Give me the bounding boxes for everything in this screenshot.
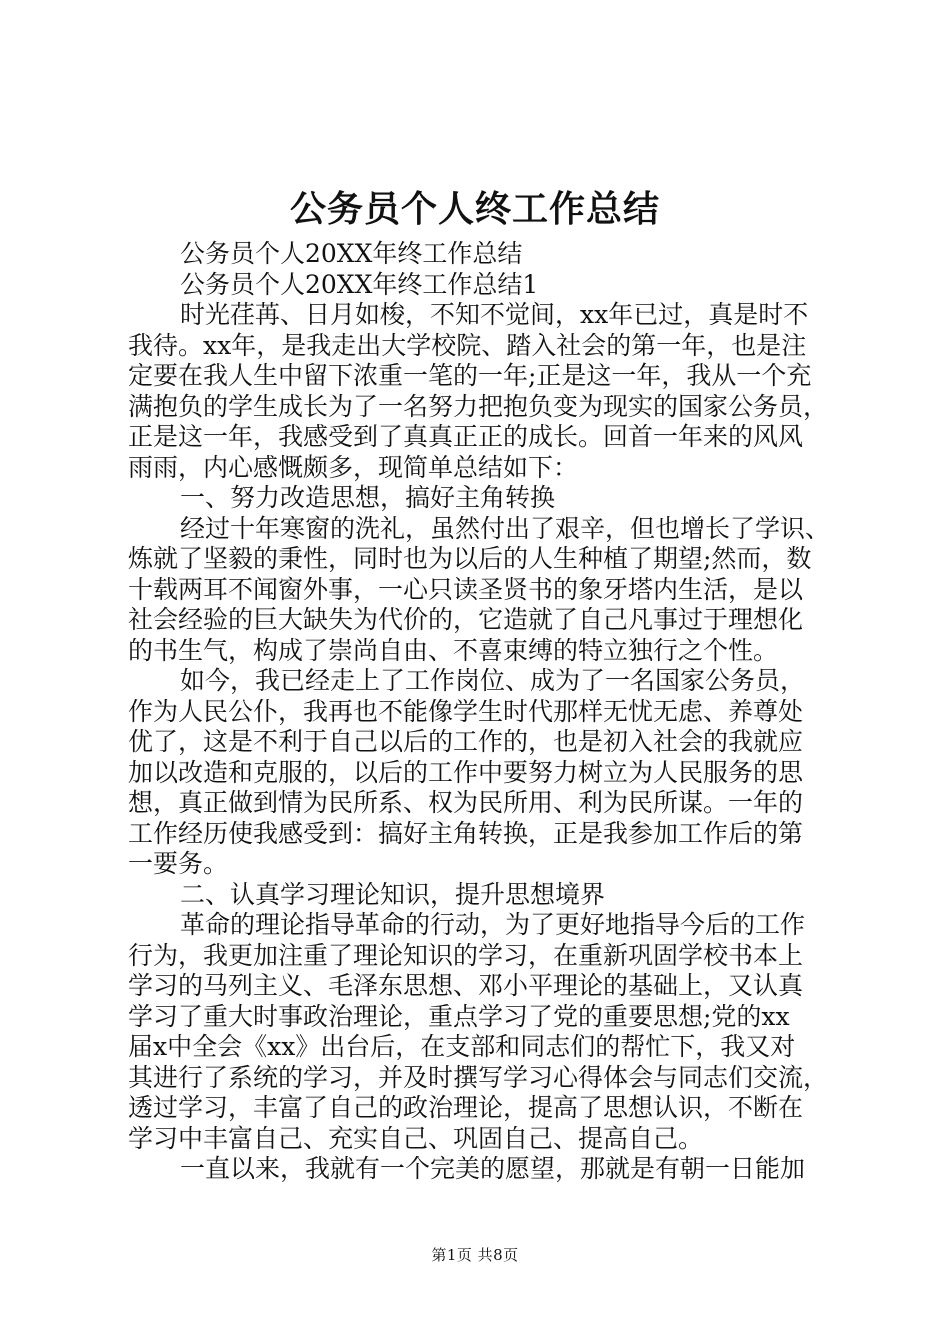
page-footer: 第1页 共8页: [431, 1246, 519, 1264]
body-line: 十载两耳不闻窗外事，一心只读圣贤书的象牙塔内生活，是以: [128, 574, 804, 604]
body-line: 革命的理论指导革命的行动，为了更好地指导今后的工作: [180, 910, 806, 939]
body-line: 如今，我已经走上了工作岗位、成为了一名国家公务员，: [180, 666, 806, 695]
body-line: 时光荏苒、日月如梭，不知不觉间，xx年已过，真是时不: [180, 300, 809, 329]
body-line: 公务员个人20XX年终工作总结: [180, 239, 523, 268]
body-line: 一、努力改造思想，搞好主角转换: [180, 483, 556, 512]
body-line: 学习了重大时事政治理论，重点学习了党的重要思想;党的xx: [128, 1001, 790, 1031]
body-line: 工作经历使我感受到：搞好主角转换，正是我参加工作后的第: [128, 818, 804, 848]
document-body: [128, 239, 836, 1185]
body-line: 作为人民公仆，我再也不能像学生时代那样无忧无虑、养尊处: [128, 696, 804, 726]
document-title: 公务员个人终工作总结: [289, 188, 660, 230]
body-line: 学习的马列主义、毛泽东思想、邓小平理论的基础上，又认真: [128, 971, 804, 1000]
body-line: 满抱负的学生成长为了一名努力把抱负变为现实的国家公务员，: [128, 391, 829, 421]
body-line: 定要在我人生中留下浓重一笔的一年;正是这一年，我从一个充: [128, 361, 812, 390]
body-line: 正是这一年，我感受到了真真正正的成长。回首一年来的风风: [128, 422, 804, 451]
body-line: 行为，我更加注重了理论知识的学习，在重新巩固学校书本上: [128, 940, 804, 970]
body-line: 我待。xx年，是我走出大学校院、踏入社会的第一年，也是注: [128, 330, 807, 360]
body-line: 届x中全会《xx》出台后，在支部和同志们的帮忙下，我又对: [128, 1032, 796, 1061]
body-line: 学习中丰富自己、充实自己、巩固自己、提高自己。: [128, 1123, 704, 1153]
body-line: 透过学习，丰富了自己的政治理论，提高了思想认识，不断在: [128, 1093, 804, 1122]
body-line: 一要务。: [128, 849, 229, 878]
body-line: 想，真正做到情为民所系、权为民所用、利为民所谋。一年的: [128, 788, 804, 817]
body-line: 经过十年寒窗的洗礼，虽然付出了艰辛，但也增长了学识、: [180, 513, 831, 543]
body-line: 社会经验的巨大缺失为代价的，它造就了自己凡事过于理想化: [128, 605, 804, 634]
body-line: 一直以来，我就有一个完美的愿望，那就是有朝一日能加: [180, 1154, 806, 1183]
body-line: 二、认真学习理论知识，提升思想境界: [180, 879, 606, 909]
body-line: 其进行了系统的学习，并及时撰写学习心得体会与同志们交流，: [128, 1062, 829, 1092]
body-line: 优了，这是不利于自己以后的工作的，也是初入社会的我就应: [128, 727, 804, 756]
body-line: 雨雨，内心感慨颇多，现简单总结如下：: [128, 452, 579, 482]
body-line: 加以改造和克服的，以后的工作中要努力树立为人民服务的思: [128, 757, 804, 787]
body-line: 的书生气，构成了崇尚自由、不喜束缚的特立独行之个性。: [128, 635, 779, 665]
body-line: 炼就了坚毅的秉性，同时也为以后的人生种植了期望;然而，数: [128, 544, 812, 573]
body-line: 公务员个人20XX年终工作总结1: [180, 269, 539, 299]
